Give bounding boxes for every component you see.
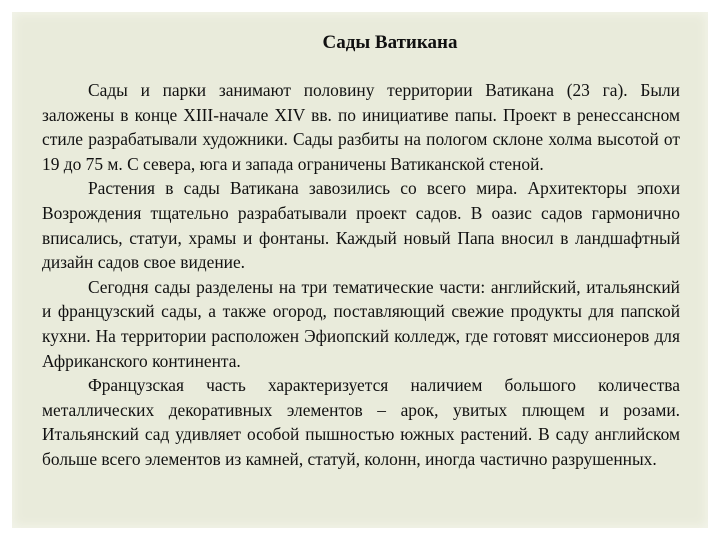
paragraph: Сады и парки занимают половину территории Ватикана (23 га). Были заложены в конце XIII-начале XIV вв. по инициативе папы. Проект в ренессансном стиле разрабатывали художники. Сады разбиты на пологом склоне холма высотой от 19 до 75 м. С севера, юга и запада ограничены Ватиканской стеной. <box>42 80 680 174</box>
page-title: Сады Ватикана <box>322 32 458 53</box>
body-text <box>42 78 680 472</box>
paragraph: Французская часть характеризуется наличием большого количества металлических декоративных элементов – арок, увитых плющем и розами. Итальянский сад удивляет особой пышностью южных растений. В саду английском больше всего элементов из камней, статуй, колонн, иногда частично разрушенных. <box>42 375 680 469</box>
paragraph: Сегодня сады разделены на три тематические части: английский, итальянский и французский сады, а также огород, поставляющий свежие продукты для папской кухни. На территории расположен Эфиопский колледж, где готовят миссионеров для Африканского континента. <box>42 276 680 371</box>
paragraph: Растения в сады Ватикана завозились со всего мира. Архитекторы эпохи Возрождения тщательно разрабатывали проект садов. В оазис садов гармонично вписались, статуи, храмы и фонтаны. Каждый новый Папа вносил в ландшафтный дизайн садов свое видение. <box>42 178 680 273</box>
